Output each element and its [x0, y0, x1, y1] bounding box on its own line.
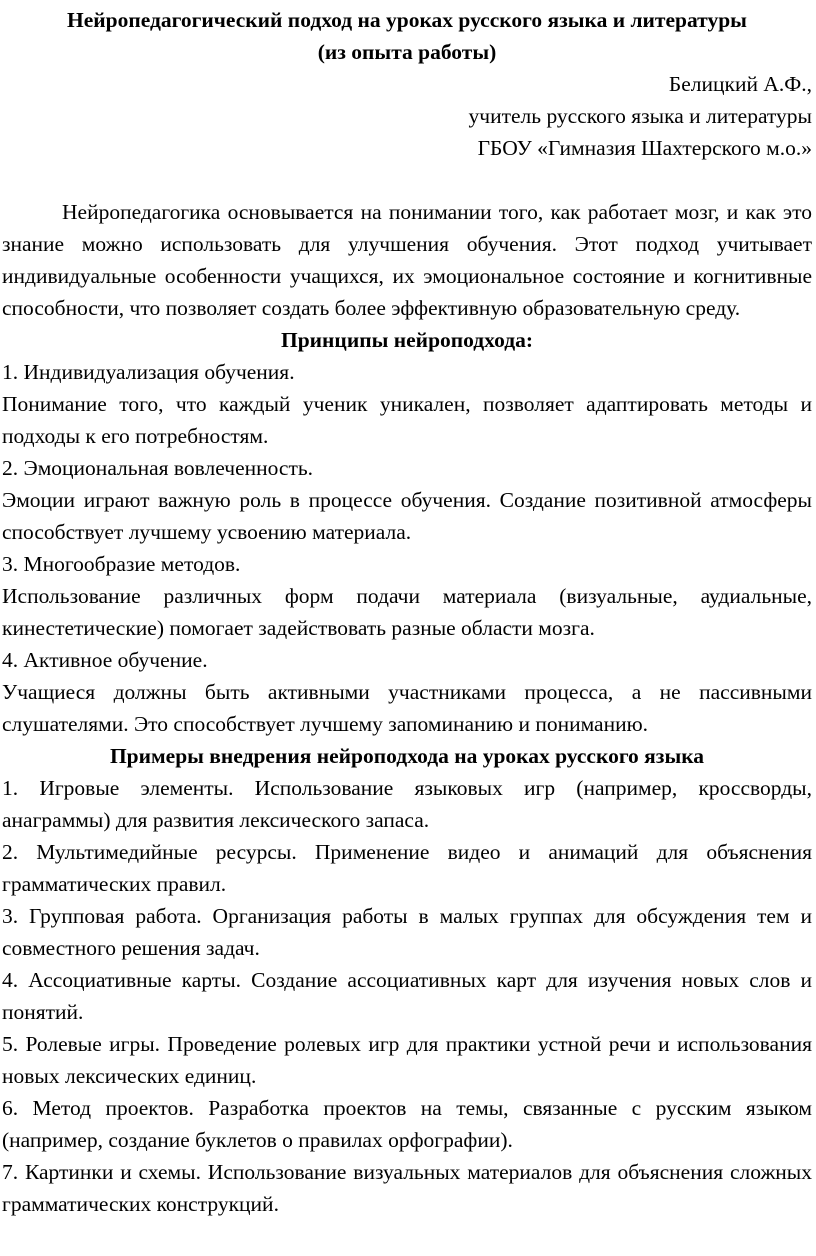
principle-3-text: Использование различных форм подачи материала (визуальные, аудиальные, кинестетические) помогает задействовать разные области мозга.: [2, 584, 812, 640]
example-item-6: 6. Метод проектов. Разработка проектов на темы, связанные с русским языком (например, создание буклетов о правилах орфографии).: [2, 1096, 812, 1152]
document-title-line-1: Нейропедагогический подход на уроках русского языка и литературы: [67, 8, 747, 32]
document-title-line-2: (из опыта работы): [317, 40, 497, 64]
intro-paragraph: Нейропедагогика основывается на понимании того, как работает мозг, и как это знание можно использовать для улучшения обучения. Этот подход учитывает индивидуальные особенности учащихся, их эмоциональное состояние и когнитивные способности, что позволяет создать более эффективную образовательную среду.: [2, 200, 812, 320]
author-school: ГБОУ «Гимназия Шахтерского м.о.»: [477, 136, 812, 160]
example-item-5: 5. Ролевые игры. Проведение ролевых игр для практики устной речи и использования новых лексических единиц.: [2, 1032, 812, 1088]
principle-1-title: 1. Индивидуализация обучения.: [2, 360, 295, 384]
author-position: учитель русского языка и литературы: [468, 104, 812, 128]
principles-heading: Принципы нейроподхода:: [280, 328, 534, 352]
author-name: Белицкий А.Ф.,: [668, 72, 812, 96]
example-item-2: 2. Мультимедийные ресурсы. Применение видео и анимаций для объяснения грамматических правил.: [2, 840, 812, 896]
principle-4-text: Учащиеся должны быть активными участниками процесса, а не пассивными слушателями. Это способствует лучшему запоминанию и пониманию.: [2, 680, 812, 736]
principle-2-title: 2. Эмоциональная вовлеченность.: [2, 456, 314, 480]
principle-2-text: Эмоции играют важную роль в процессе обучения. Создание позитивной атмосферы способствует лучшему усвоению материала.: [2, 488, 812, 544]
example-item-7: 7. Картинки и схемы. Использование визуальных материалов для объяснения сложных грамматических конструкций.: [2, 1160, 812, 1216]
examples-heading: Примеры внедрения нейроподхода на уроках русского языка: [109, 744, 705, 768]
example-item-4: 4. Ассоциативные карты. Создание ассоциативных карт для изучения новых слов и понятий.: [2, 968, 812, 1024]
principle-3-title: 3. Многообразие методов.: [2, 552, 241, 576]
example-item-1: 1. Игровые элементы. Использование языковых игр (например, кроссворды, анаграммы) для развития лексического запаса.: [2, 776, 812, 832]
document-page: [2, 4, 812, 1220]
example-item-3: 3. Групповая работа. Организация работы в малых группах для обсуждения тем и совместного решения задач.: [2, 904, 812, 960]
principle-4-title: 4. Активное обучение.: [2, 648, 208, 672]
principle-1-text: Понимание того, что каждый ученик уникален, позволяет адаптировать методы и подходы к его потребностям.: [2, 392, 812, 448]
blank-line: [2, 164, 812, 196]
